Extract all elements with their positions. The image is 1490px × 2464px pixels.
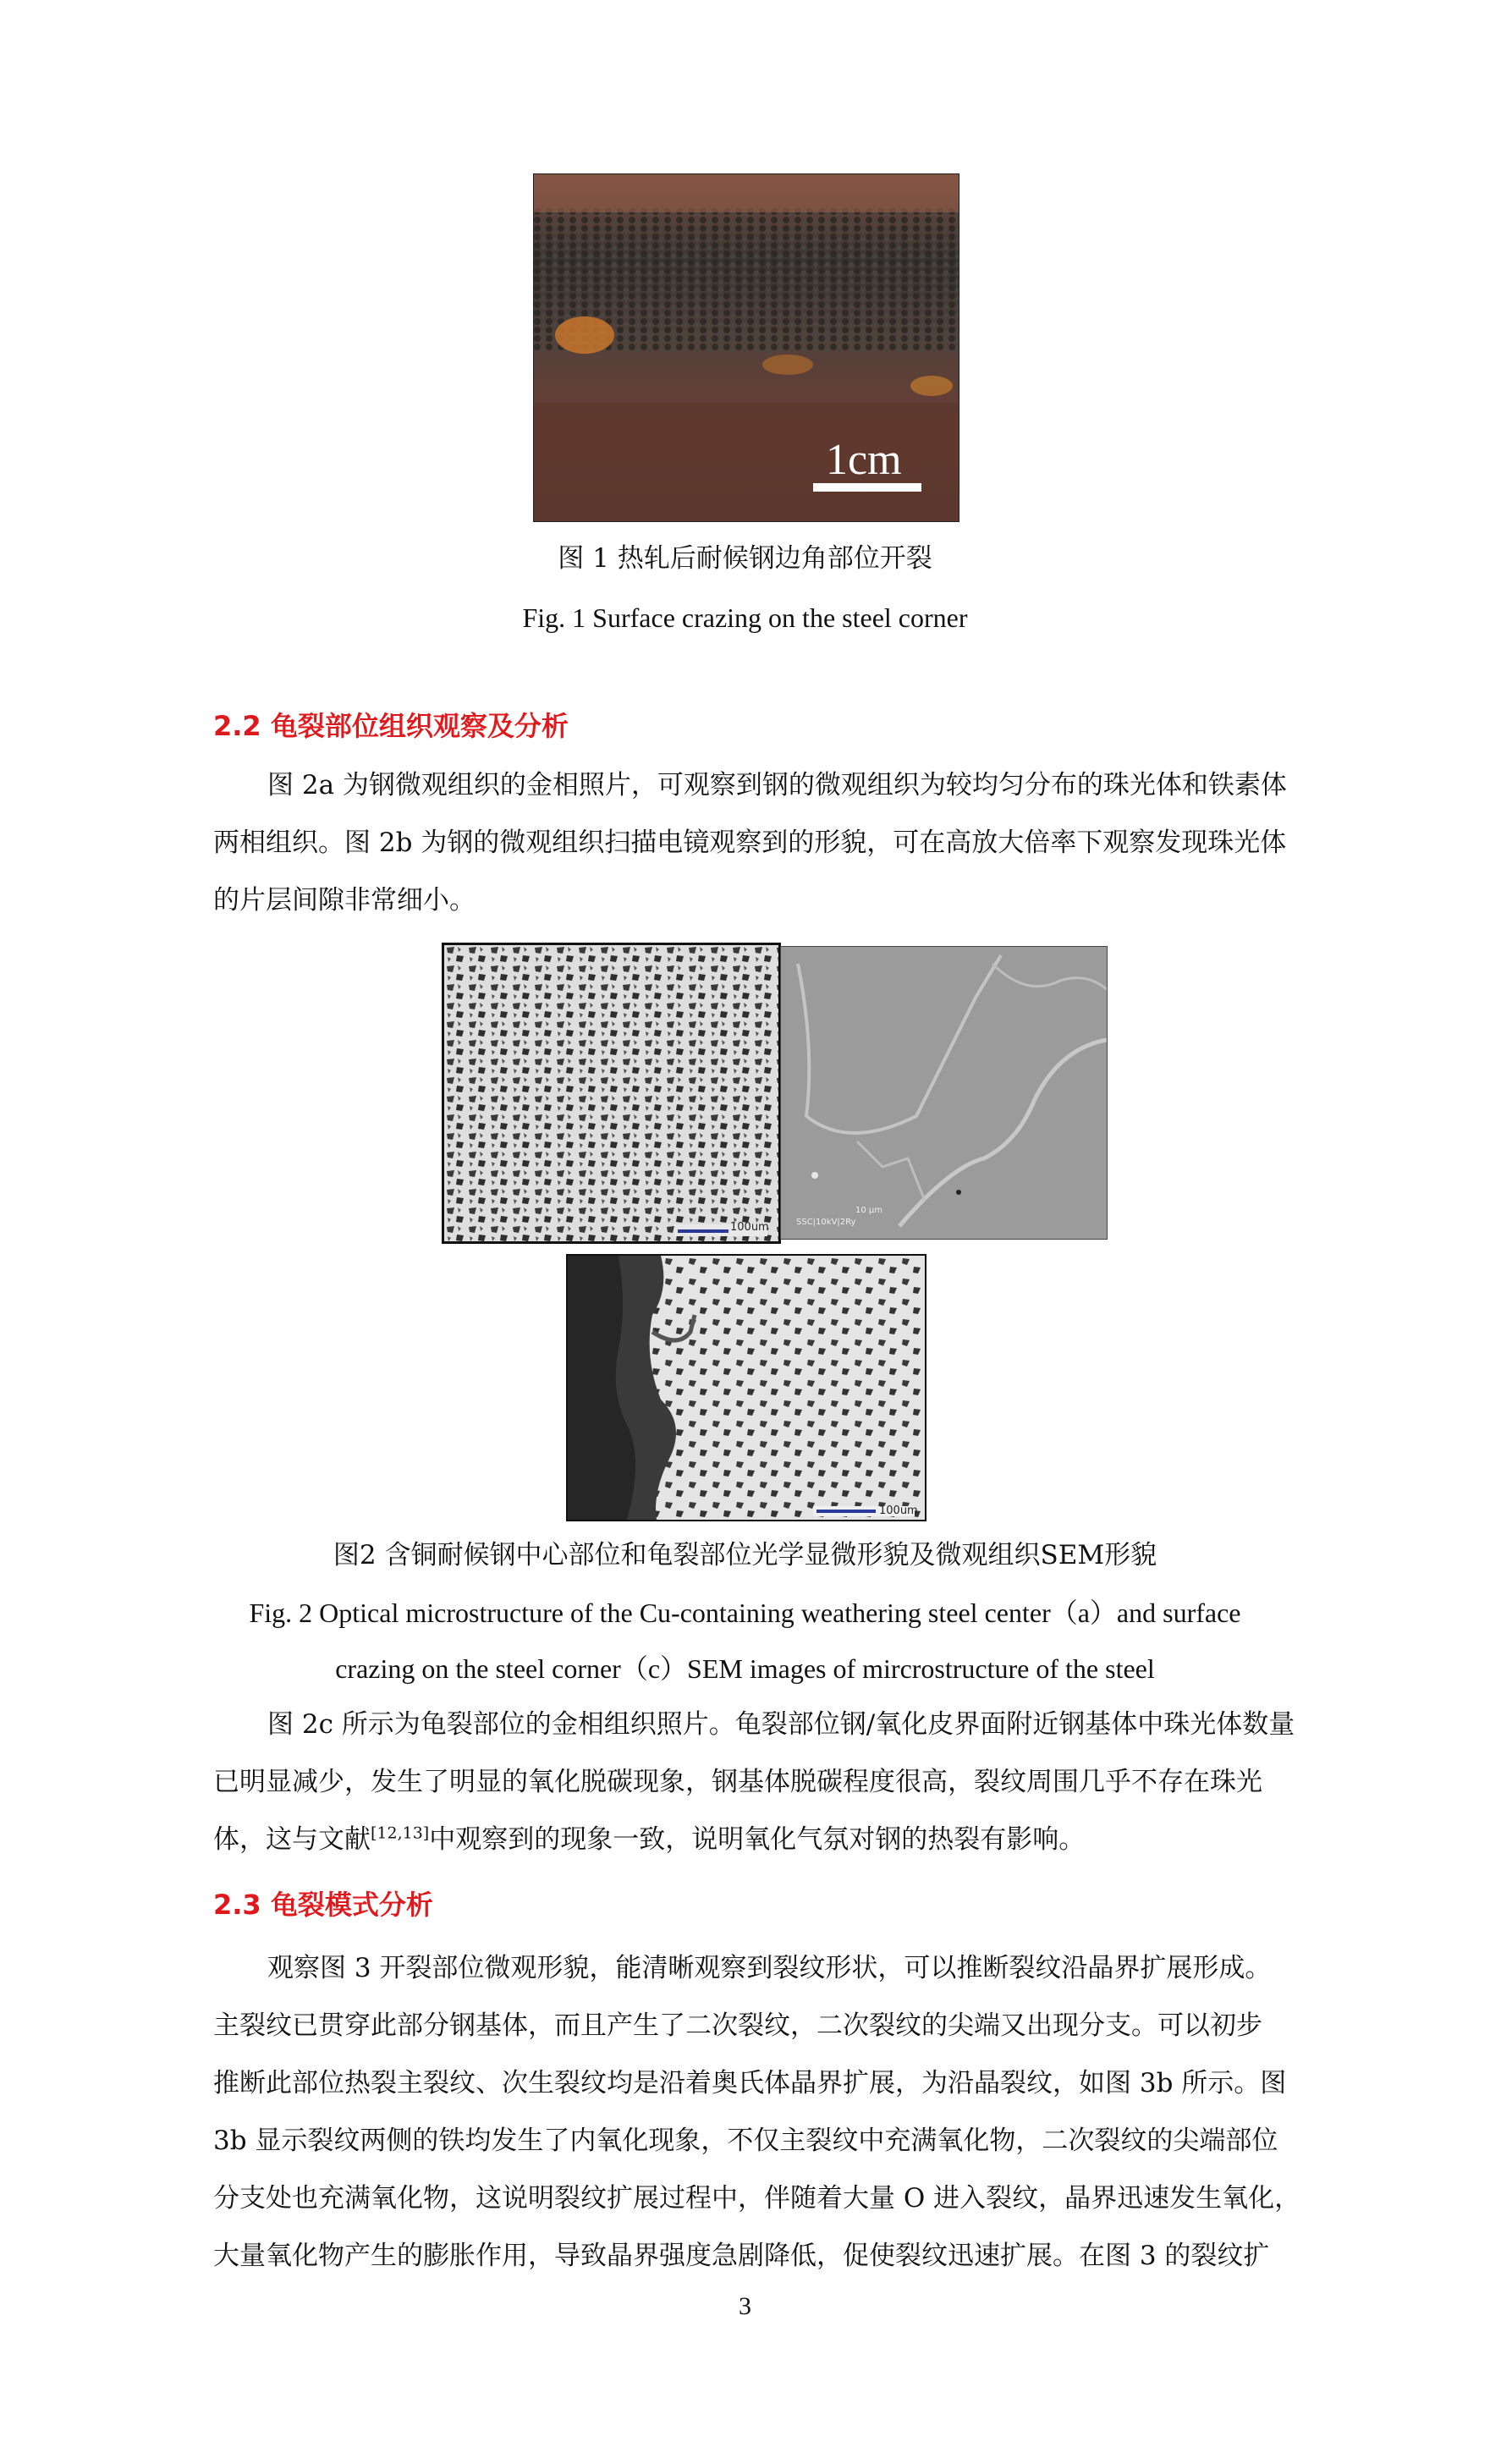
paragraph-line: 大量氧化物产生的膨胀作用，导致晶界强度急剧降低，促使裂纹迅速扩展。在图 3 的裂纹扩 <box>213 2241 1270 2271</box>
paragraph-line: 已明显减少，发生了明显的氧化脱碳现象，钢基体脱碳程度很高，裂纹周围几乎不存在珠光 <box>213 1767 1262 1797</box>
figure-2c-image <box>568 1256 925 1520</box>
figure-2-caption-en-line2: crazing on the steel corner（c）SEM images of mircrostructure of the steel <box>335 1653 1155 1684</box>
section-2-2-paragraph <box>213 756 1287 929</box>
page-number: 3 <box>739 2292 751 2320</box>
paragraph-line: 图 2a 为钢微观组织的金相照片，可观察到钢的微观组织为较均匀分布的珠光体和铁素体 <box>267 770 1287 800</box>
citation-reference: [12,13] <box>371 1823 430 1843</box>
figure-1-caption-cn: 图 1 热轧后耐候钢边角部位开裂 <box>558 543 932 574</box>
figure-1-photo <box>533 173 959 522</box>
figure-2b-meta-label: SSC|10kV|2Ry <box>796 1218 856 1227</box>
figure-2-caption-en-line1: Fig. 2 Optical microstructure of the Cu-containing weathering steel center（a）and surface <box>249 1598 1241 1628</box>
figure-2b-image <box>781 947 1107 1239</box>
figure-2a-image <box>444 945 778 1241</box>
figure-2c-paragraph <box>213 1696 1295 1868</box>
paragraph-line: 分支处也充满氧化物，这说明裂纹扩展过程中，伴随着大量 O 进入裂纹，晶界迅速发生氧化， <box>213 2183 1301 2214</box>
section-2-3-paragraph <box>213 1939 1301 2285</box>
figure-2b-sem <box>780 946 1108 1240</box>
figure-2-caption-cn: 图2 含铜耐候钢中心部位和龟裂部位光学显微形貌及微观组织SEM形貌 <box>333 1540 1157 1570</box>
paragraph-line: 中观察到的现象一致，说明氧化气氛对钢的热裂有影响。 <box>429 1824 1086 1855</box>
paragraph-line: 推断此部位热裂主裂纹、次生裂纹均是沿着奥氏体晶界扩展，为沿晶裂纹，如图 3b 所示。图 <box>213 2068 1287 2098</box>
paragraph-line: 3b 显示裂纹两侧的铁均发生了内氧化现象，不仅主裂纹中充满氧化物，二次裂纹的尖端部位 <box>213 2126 1278 2156</box>
paragraph-line: 体，这与文献 <box>213 1824 371 1855</box>
paragraph-line: 的片层间隙非常细小。 <box>213 885 476 916</box>
scale-bar-label: 1cm <box>826 436 902 484</box>
section-2-3-heading: 2.3 龟裂模式分析 <box>213 1889 433 1921</box>
figure-2b-scale-label: 10 µm <box>855 1206 883 1215</box>
figure-2a-micrograph <box>442 943 781 1244</box>
section-2-2-heading: 2.2 龟裂部位组织观察及分析 <box>213 710 569 742</box>
figure-1-caption-en: Fig. 1 Surface crazing on the steel corner <box>522 602 968 633</box>
figure-2a-scale-label: 100um <box>730 1221 769 1234</box>
paragraph-line: 主裂纹已贯穿此部分钢基体，而且产生了二次裂纹，二次裂纹的尖端又出现分支。可以初步 <box>213 2010 1262 2041</box>
paragraph-line: 两相组织。图 2b 为钢的微观组织扫描电镜观察到的形貌，可在高放大倍率下观察发现珠光体 <box>213 828 1287 858</box>
figure-2c-scale-label: 100um <box>879 1504 918 1517</box>
paragraph-line: 图 2c 所示为龟裂部位的金相组织照片。龟裂部位钢/氧化皮界面附近钢基体中珠光体数量 <box>267 1709 1295 1740</box>
paragraph-line: 观察图 3 开裂部位微观形貌，能清晰观察到裂纹形状，可以推断裂纹沿晶界扩展形成。 <box>267 1953 1272 1983</box>
figure-2c-micrograph <box>566 1254 926 1521</box>
